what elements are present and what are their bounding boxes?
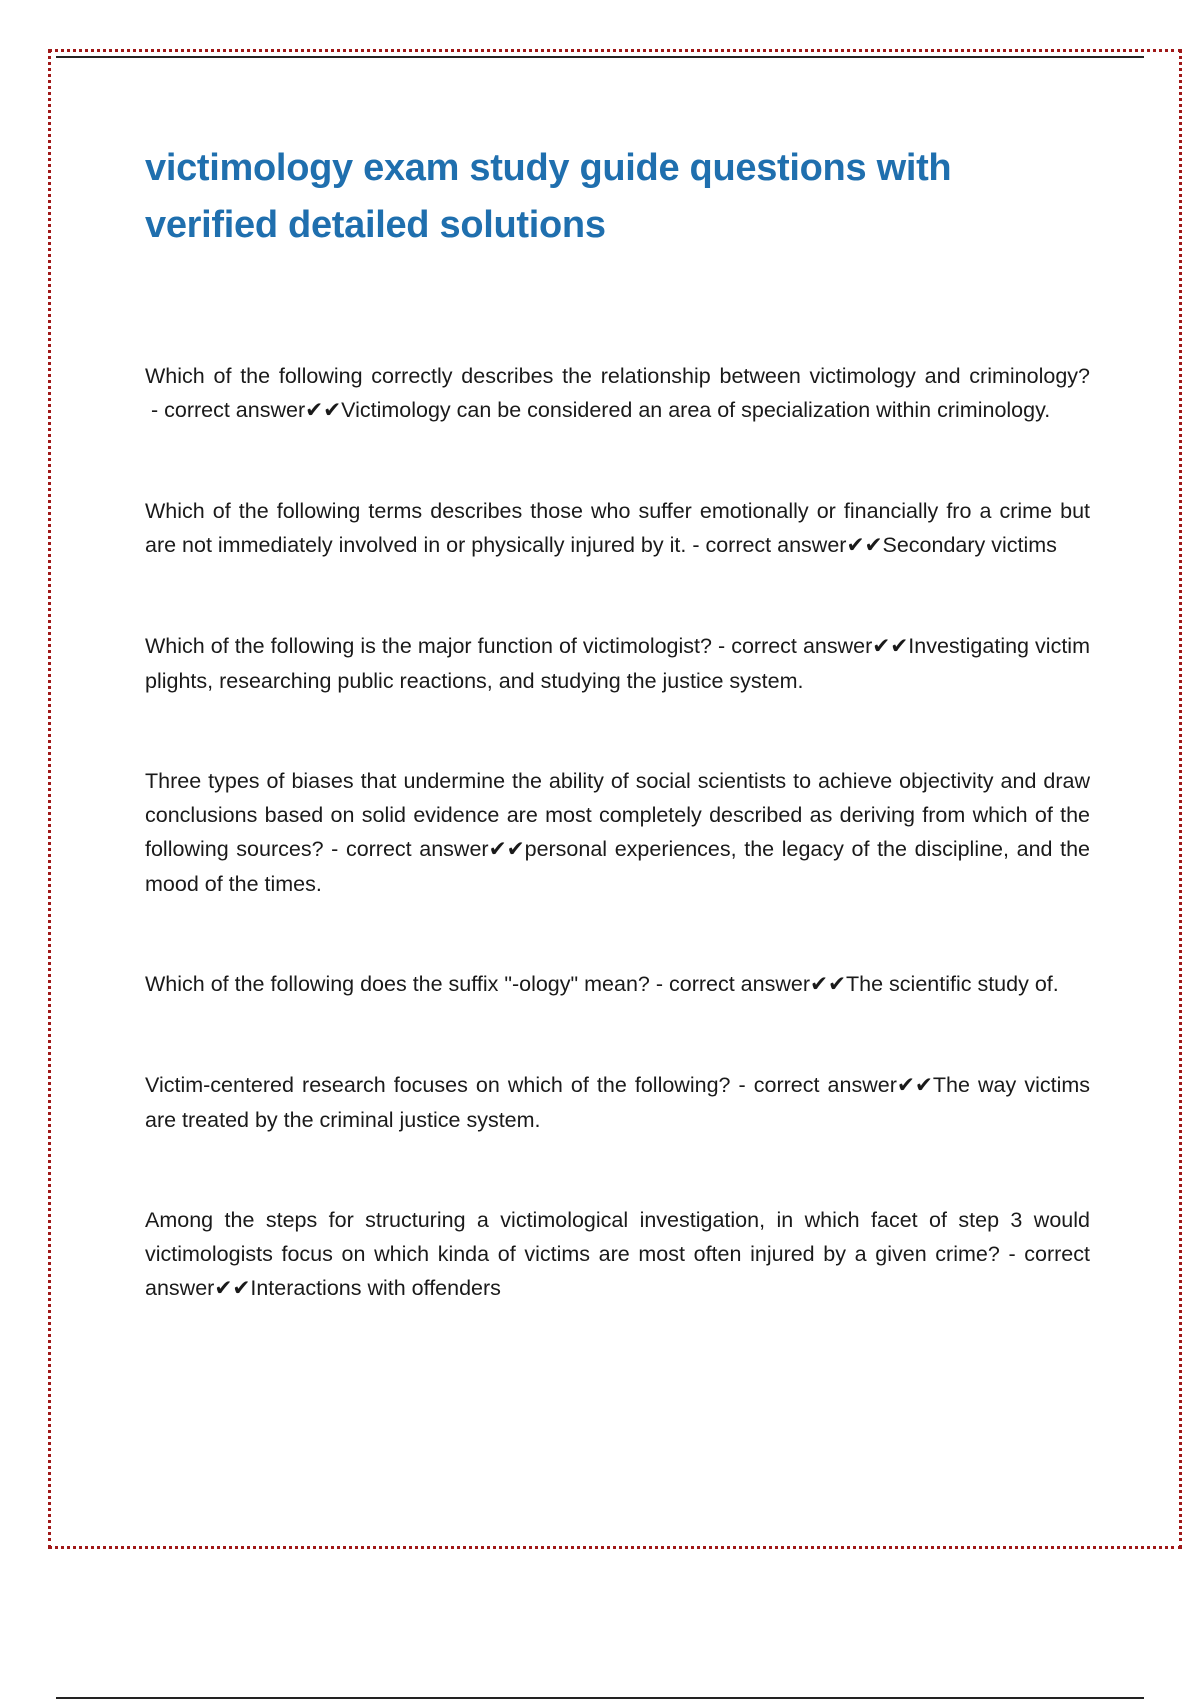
question-text: Which of the following does the suffix "-ology" mean? — [145, 972, 650, 996]
answer-text: The way victims are treated by the criminal justice system. — [145, 1073, 1091, 1132]
answer-prefix: correct answer — [731, 634, 873, 658]
qa-list — [145, 359, 1090, 1306]
qa-item: Which of the following is the major function of victimologist? - correct answer✔✔Investigating victim plights, researching public reactions, and studying the justice system. — [145, 634, 1090, 693]
check-mark-icon: ✔✔ — [305, 398, 342, 423]
qa-item: Which of the following correctly describes the relationship between victimology and criminology? - correct answer✔✔Victimology can be considered an area of specialization within criminology. — [145, 364, 1090, 423]
question-text: Which of the following correctly describes the relationship between victimology and criminology? — [145, 364, 1090, 388]
answer-prefix: correct answer — [705, 533, 847, 557]
check-mark-icon: ✔✔ — [488, 837, 525, 862]
document-body — [145, 140, 1090, 1372]
answer-prefix: correct answer — [753, 1073, 897, 1097]
answer-text: The scientific study of. — [846, 972, 1059, 996]
question-text: Three types of biases that undermine the ability of social scientists to achieve objectivity and draw conclusions based on solid evidence are most completely described as deriving from which of the following sources? — [145, 769, 1090, 861]
answer-prefix: correct answer — [668, 972, 810, 996]
qa-item: Three types of biases that undermine the ability of social scientists to achieve objectivity and draw conclusions based on solid evidence are most completely described as deriving from which of the following sources? - correct answer✔✔personal experiences, the legacy of the discipline, and the mood of the times. — [145, 769, 1090, 896]
question-text: Victim-centered research focuses on which of the following? — [145, 1073, 731, 1097]
answer-text: Investigating victim plights, researching public reactions, and studying the justice system. — [145, 634, 1090, 693]
qa-item: Which of the following does the suffix "-ology" mean? - correct answer✔✔The scientific study of. — [145, 972, 1059, 997]
check-mark-icon: ✔✔ — [846, 533, 883, 558]
answer-text: personal experiences, the legacy of the discipline, and the mood of the times. — [145, 837, 1090, 896]
question-text: Which of the following is the major function of victimologist? — [145, 634, 712, 658]
qa-item: Victim-centered research focuses on which of the following? - correct answer✔✔The way victims are treated by the criminal justice system. — [145, 1073, 1091, 1132]
answer-prefix: correct answer — [145, 1242, 1090, 1300]
check-mark-icon: ✔✔ — [872, 634, 909, 659]
bottom-rule — [56, 1697, 1144, 1699]
answer-text: Secondary victims — [882, 533, 1057, 557]
check-mark-icon: ✔✔ — [896, 1073, 933, 1098]
question-text: Which of the following terms describes those who suffer emotionally or financially fro a crime but are not immediately involved in or physically injured by it. — [145, 499, 1090, 557]
answer-text: Victimology can be considered an area of specialization within criminology. — [341, 398, 1051, 422]
qa-item: Among the steps for structuring a victimological investigation, in which facet of step 3 would victimologists focus on which kinda of victims are most often injured by a given crime? - correct answer✔✔Interactions with offenders — [145, 1208, 1090, 1301]
document-title: victimology exam study guide questions with verified detailed solutions — [145, 147, 952, 246]
check-mark-icon: ✔✔ — [809, 972, 847, 997]
check-mark-icon: ✔✔ — [214, 1276, 251, 1301]
question-text: Among the steps for structuring a victimological investigation, in which facet of step 3 would victimologists focus on which kinda of victims are most often injured by a given crime? — [145, 1208, 1090, 1266]
answer-text: Interactions with offenders — [250, 1276, 501, 1300]
qa-item: Which of the following terms describes those who suffer emotionally or financially fro a crime but are not immediately involved in or physically injured by it. - correct answer✔✔Secondary victims — [145, 499, 1090, 558]
answer-prefix: correct answer — [164, 398, 306, 422]
answer-prefix: correct answer — [345, 837, 489, 861]
